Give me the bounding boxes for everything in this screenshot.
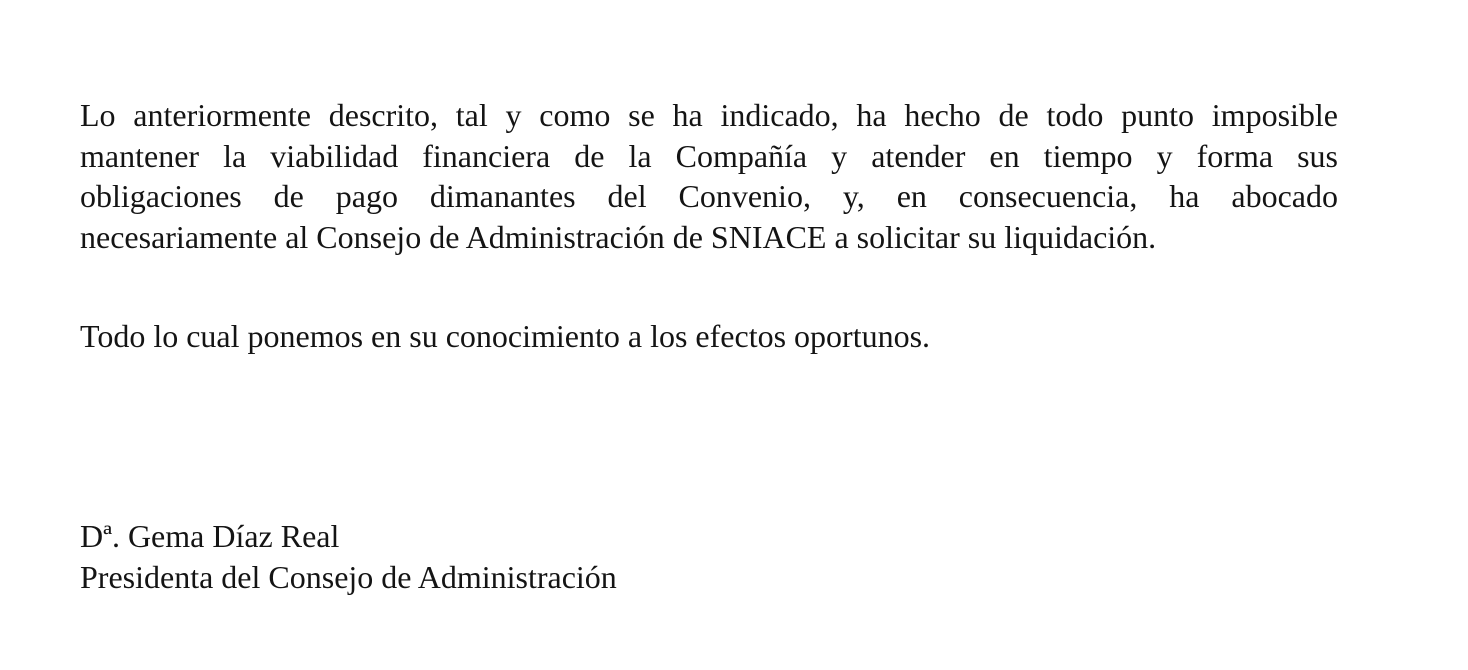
signature-block	[80, 516, 617, 597]
body-paragraph-closing: Todo lo cual ponemos en su conocimiento a los efectos oportunos.	[80, 318, 931, 354]
paragraph-line: obligaciones de pago dimanantes del Convenio, y, en consecuencia, ha abocado	[80, 178, 1338, 214]
paragraph-line: Lo anteriormente descrito, tal y como se ha indicado, ha hecho de todo punto imposible	[80, 97, 1338, 133]
body-paragraph-liquidation	[80, 95, 1338, 257]
signatory-name: Dª. Gema Díaz Real	[80, 518, 340, 554]
paragraph-line: mantener la viabilidad financiera de la Compañía y atender en tiempo y forma sus	[80, 137, 1338, 174]
signatory-title: Presidenta del Consejo de Administración	[80, 558, 617, 595]
paragraph-line: necesariamente al Consejo de Administración de SNIACE a solicitar su liquidación.	[80, 218, 1157, 255]
